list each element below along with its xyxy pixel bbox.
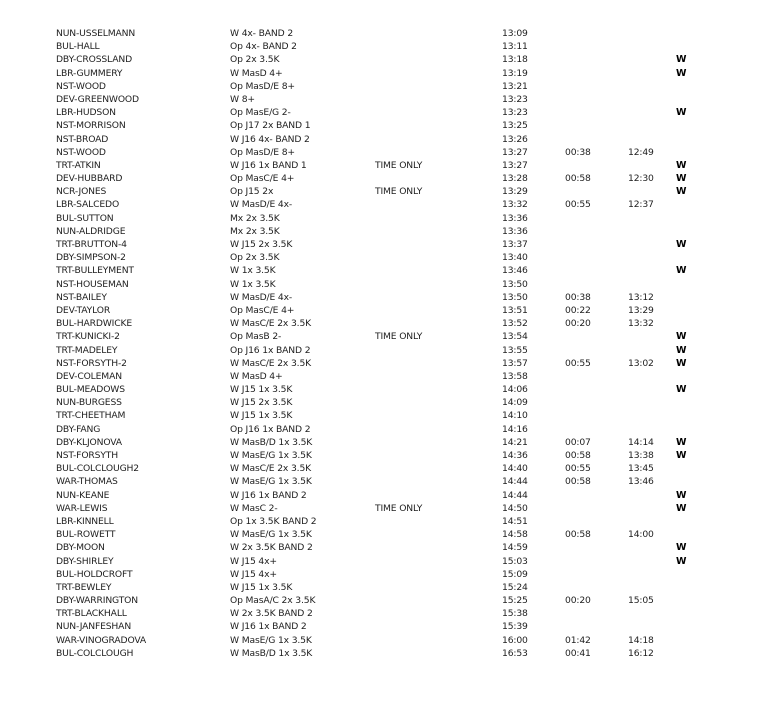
start-time: 15:05	[628, 595, 654, 607]
finish-time: 13:09	[502, 28, 528, 39]
table-row	[0, 462, 771, 475]
time-difference: 00:41	[565, 647, 591, 659]
crew-name: BUL-HARDWICKE	[56, 318, 133, 330]
event-name: W MasC 2-	[230, 502, 278, 514]
finish-time: 13:21	[502, 80, 528, 92]
event-name: W MasD 4+	[230, 67, 283, 79]
finish-time: 13:37	[502, 239, 528, 250]
event-name: Op 2x 3.5K	[230, 252, 280, 264]
event-name: W MasE/G 1x 3.5K	[230, 450, 312, 461]
start-time: 13:38	[628, 450, 654, 461]
event-name: W J15 4x+	[230, 555, 277, 567]
event-name: Op MasA/C 2x 3.5K	[230, 595, 316, 607]
table-row	[0, 291, 771, 304]
table-row	[0, 344, 771, 357]
time-difference: 00:58	[565, 529, 591, 541]
event-name: W 4x- BAND 2	[230, 28, 294, 39]
winner-flag: W	[676, 344, 687, 356]
finish-time: 13:18	[502, 54, 528, 66]
start-time: 13:45	[628, 463, 654, 475]
table-row	[0, 594, 771, 607]
event-name: W J15 4x+	[230, 568, 277, 580]
winner-flag: W	[676, 489, 687, 501]
crew-name: NST-HOUSEMAN	[56, 278, 129, 290]
finish-time: 13:28	[502, 173, 528, 185]
event-name: W MasC/E 2x 3.5K	[230, 463, 312, 475]
table-row	[0, 212, 771, 225]
finish-time: 14:36	[502, 450, 528, 461]
event-name: W J15 2x 3.5K	[230, 397, 293, 409]
event-name: W MasD/E 4x-	[230, 291, 293, 303]
time-difference: 00:58	[565, 476, 591, 488]
finish-time: 13:40	[502, 252, 528, 264]
table-row	[0, 330, 771, 343]
event-name: W MasC/E 2x 3.5K	[230, 318, 312, 330]
finish-time: 13:57	[502, 357, 528, 369]
table-row	[0, 225, 771, 238]
winner-flag: W	[676, 384, 687, 396]
event-name: W MasB/D 1x 3.5K	[230, 436, 313, 448]
start-time: 13:12	[628, 291, 654, 303]
crew-name: WAR-VINOGRADOVA	[56, 634, 147, 646]
table-row	[0, 93, 771, 106]
finish-time: 16:53	[502, 647, 528, 659]
crew-name: NST-BAILEY	[56, 291, 107, 303]
start-time: 14:18	[628, 634, 654, 646]
crew-name: NST-MORRISON	[56, 120, 126, 132]
crew-name: TRT-BRUTTON-4	[56, 239, 127, 250]
event-name: Op J15 2x	[230, 186, 274, 198]
table-row	[0, 106, 771, 119]
finish-time: 14:09	[502, 397, 528, 409]
event-name: W J15 1x 3.5K	[230, 581, 293, 593]
crew-name: BUL-MEADOWS	[56, 384, 125, 396]
crew-name: DBY-KLJONOVA	[56, 436, 122, 448]
table-row	[0, 146, 771, 159]
time-difference: 00:20	[565, 595, 591, 607]
table-row	[0, 317, 771, 330]
finish-time: 13:52	[502, 318, 528, 330]
event-name: W 8+	[230, 93, 255, 105]
finish-time: 13:54	[502, 331, 528, 343]
table-row	[0, 502, 771, 515]
table-row	[0, 264, 771, 277]
time-difference: 00:07	[565, 436, 591, 448]
finish-time: 16:00	[502, 634, 528, 646]
finish-time: 13:55	[502, 344, 528, 356]
table-row	[0, 528, 771, 541]
crew-name: DEV-TAYLOR	[56, 304, 111, 316]
event-name: Op 4x- BAND 2	[230, 41, 297, 53]
event-name: W J16 1x BAND 1	[230, 159, 307, 171]
event-name: Mx 2x 3.5K	[230, 225, 280, 237]
winner-flag: W	[676, 436, 687, 448]
event-name: W 2x 3.5K BAND 2	[230, 542, 313, 554]
event-name: W J15 2x 3.5K	[230, 239, 293, 250]
crew-name: TRT-MADELEY	[56, 344, 118, 356]
finish-time: 13:19	[502, 67, 528, 79]
table-row	[0, 185, 771, 198]
crew-name: BUL-HOLDCROFT	[56, 568, 133, 580]
table-row	[0, 541, 771, 554]
table-row	[0, 238, 771, 251]
table-row	[0, 357, 771, 370]
table-row	[0, 607, 771, 620]
winner-flag: W	[676, 542, 687, 554]
crew-name: BUL-COLCLOUGH	[56, 647, 134, 659]
event-name: Op 1x 3.5K BAND 2	[230, 515, 317, 527]
table-row	[0, 172, 771, 185]
table-row	[0, 409, 771, 422]
start-time: 16:12	[628, 647, 654, 659]
winner-flag: W	[676, 67, 687, 79]
winner-flag: W	[676, 159, 687, 171]
event-name: W J15 1x 3.5K	[230, 384, 293, 396]
event-name: W 1x 3.5K	[230, 278, 276, 290]
crew-name: LBR-SALCEDO	[56, 199, 120, 211]
event-name: Op J16 1x BAND 2	[230, 344, 311, 356]
time-difference: 00:38	[565, 291, 591, 303]
crew-name: LBR-KINNELL	[56, 515, 114, 527]
event-name: Op 2x 3.5K	[230, 54, 280, 66]
table-row	[0, 304, 771, 317]
crew-name: NCR-JONES	[56, 186, 107, 198]
winner-flag: W	[676, 239, 687, 250]
finish-time: 13:11	[502, 41, 528, 53]
table-row	[0, 251, 771, 264]
note: TIME ONLY	[375, 159, 423, 171]
crew-name: NUN-USSELMANN	[56, 28, 136, 39]
time-difference: 00:55	[565, 199, 591, 211]
table-row	[0, 515, 771, 528]
event-name: W MasC/E 2x 3.5K	[230, 357, 312, 369]
crew-name: TRT-KUNICKI-2	[56, 331, 120, 343]
table-row	[0, 449, 771, 462]
crew-name: NST-FORSYTH-2	[56, 357, 127, 369]
finish-time: 13:50	[502, 278, 528, 290]
start-time: 12:37	[628, 199, 654, 211]
winner-flag: W	[676, 173, 687, 185]
crew-name: TRT-CHEETHAM	[56, 410, 126, 422]
finish-time: 13:23	[502, 107, 528, 119]
event-name: W J16 1x BAND 2	[230, 489, 307, 501]
finish-time: 13:50	[502, 291, 528, 303]
winner-flag: W	[676, 265, 687, 277]
finish-time: 14:51	[502, 515, 528, 527]
note: TIME ONLY	[375, 331, 423, 343]
event-name: W 2x 3.5K BAND 2	[230, 608, 313, 620]
event-name: Op MasC/E 4+	[230, 173, 295, 185]
crew-name: DBY-SHIRLEY	[56, 555, 114, 567]
crew-name: NUN-JANFESHAN	[56, 621, 132, 633]
table-row	[0, 80, 771, 93]
event-name: Op MasD/E 8+	[230, 146, 295, 158]
crew-name: BUL-HALL	[56, 41, 100, 53]
event-name: W J16 1x BAND 2	[230, 621, 307, 633]
finish-time: 13:36	[502, 225, 528, 237]
time-difference: 00:55	[565, 463, 591, 475]
table-row	[0, 396, 771, 409]
event-name: W J15 1x 3.5K	[230, 410, 293, 422]
start-time: 13:46	[628, 476, 654, 488]
time-difference: 00:20	[565, 318, 591, 330]
winner-flag: W	[676, 186, 687, 198]
crew-name: TRT-BLACKHALL	[56, 608, 127, 620]
results-table	[0, 27, 771, 660]
event-name: Op J16 1x BAND 2	[230, 423, 311, 435]
crew-name: NUN-BURGESS	[56, 397, 122, 409]
crew-name: LBR-GUMMERY	[56, 67, 123, 79]
event-name: Mx 2x 3.5K	[230, 212, 280, 224]
table-row	[0, 423, 771, 436]
finish-time: 14:06	[502, 384, 528, 396]
crew-name: NST-BROAD	[56, 133, 109, 145]
start-time: 14:14	[628, 436, 654, 448]
event-name: W MasD 4+	[230, 370, 283, 382]
crew-name: DBY-FANG	[56, 423, 101, 435]
finish-time: 15:09	[502, 568, 528, 580]
crew-name: TRT-ATKIN	[56, 159, 101, 171]
event-name: W MasE/G 1x 3.5K	[230, 476, 312, 488]
table-row	[0, 489, 771, 502]
finish-time: 15:24	[502, 581, 528, 593]
crew-name: DBY-WARRINGTON	[56, 595, 138, 607]
event-name: W MasE/G 1x 3.5K	[230, 634, 312, 646]
finish-time: 15:25	[502, 595, 528, 607]
crew-name: DBY-MOON	[56, 542, 105, 554]
crew-name: TRT-BEWLEY	[56, 581, 112, 593]
crew-name: NUN-ALDRIDGE	[56, 225, 126, 237]
table-row	[0, 647, 771, 660]
crew-name: NUN-KEANE	[56, 489, 110, 501]
table-row	[0, 436, 771, 449]
crew-name: TRT-BULLEYMENT	[56, 265, 134, 277]
start-time: 12:49	[628, 146, 654, 158]
crew-name: DEV-HUBBARD	[56, 173, 123, 185]
time-difference: 00:58	[565, 173, 591, 185]
winner-flag: W	[676, 555, 687, 567]
crew-name: NST-WOOD	[56, 80, 106, 92]
crew-name: WAR-LEWIS	[56, 502, 108, 514]
finish-time: 13:32	[502, 199, 528, 211]
start-time: 13:32	[628, 318, 654, 330]
time-difference: 00:55	[565, 357, 591, 369]
finish-time: 13:36	[502, 212, 528, 224]
finish-time: 15:39	[502, 621, 528, 633]
note: TIME ONLY	[375, 502, 423, 514]
finish-time: 14:21	[502, 436, 528, 448]
table-row	[0, 581, 771, 594]
event-name: Op J17 2x BAND 1	[230, 120, 311, 132]
start-time: 12:30	[628, 173, 654, 185]
winner-flag: W	[676, 502, 687, 514]
finish-time: 13:51	[502, 304, 528, 316]
winner-flag: W	[676, 331, 687, 343]
time-difference: 00:22	[565, 304, 591, 316]
finish-time: 13:23	[502, 93, 528, 105]
winner-flag: W	[676, 54, 687, 66]
event-name: W 1x 3.5K	[230, 265, 276, 277]
crew-name: DEV-GREENWOOD	[56, 93, 139, 105]
crew-name: WAR-THOMAS	[56, 476, 118, 488]
finish-time: 14:16	[502, 423, 528, 435]
table-row	[0, 634, 771, 647]
event-name: Op MasD/E 8+	[230, 80, 295, 92]
finish-time: 14:58	[502, 529, 528, 541]
finish-time: 14:44	[502, 476, 528, 488]
winner-flag: W	[676, 107, 687, 119]
event-name: Op MasB 2-	[230, 331, 282, 343]
crew-name: BUL-COLCLOUGH2	[56, 463, 140, 475]
crew-name: NST-FORSYTH	[56, 450, 119, 461]
table-row	[0, 119, 771, 132]
start-time: 14:00	[628, 529, 654, 541]
finish-time: 14:10	[502, 410, 528, 422]
finish-time: 13:27	[502, 146, 528, 158]
finish-time: 13:29	[502, 186, 528, 198]
finish-time: 13:25	[502, 120, 528, 132]
winner-flag: W	[676, 357, 687, 369]
table-row	[0, 67, 771, 80]
table-row	[0, 383, 771, 396]
table-row	[0, 40, 771, 53]
time-difference: 01:42	[565, 634, 591, 646]
time-difference: 00:38	[565, 146, 591, 158]
event-name: W MasB/D 1x 3.5K	[230, 647, 313, 659]
table-row	[0, 198, 771, 211]
finish-time: 15:03	[502, 555, 528, 567]
crew-name: DBY-CROSSLAND	[56, 54, 133, 66]
note: TIME ONLY	[375, 186, 423, 198]
event-name: Op MasE/G 2-	[230, 107, 291, 119]
finish-time: 14:40	[502, 463, 528, 475]
table-row	[0, 133, 771, 146]
event-name: W MasE/G 1x 3.5K	[230, 529, 312, 541]
finish-time: 14:44	[502, 489, 528, 501]
finish-time: 14:50	[502, 502, 528, 514]
finish-time: 14:59	[502, 542, 528, 554]
table-row	[0, 53, 771, 66]
table-row	[0, 370, 771, 383]
crew-name: NST-WOOD	[56, 146, 106, 158]
crew-name: BUL-SUTTON	[56, 212, 114, 224]
table-row	[0, 159, 771, 172]
start-time: 13:02	[628, 357, 654, 369]
finish-time: 13:27	[502, 159, 528, 171]
table-row	[0, 620, 771, 633]
finish-time: 13:26	[502, 133, 528, 145]
crew-name: LBR-HUDSON	[56, 107, 116, 119]
finish-time: 13:46	[502, 265, 528, 277]
table-row	[0, 475, 771, 488]
table-row	[0, 555, 771, 568]
event-name: W MasD/E 4x-	[230, 199, 293, 211]
winner-flag: W	[676, 450, 687, 461]
table-row	[0, 568, 771, 581]
crew-name: DEV-COLEMAN	[56, 370, 122, 382]
finish-time: 15:38	[502, 608, 528, 620]
finish-time: 13:58	[502, 370, 528, 382]
event-name: W J16 4x- BAND 2	[230, 133, 310, 145]
table-row	[0, 27, 771, 40]
crew-name: DBY-SIMPSON-2	[56, 252, 126, 264]
start-time: 13:29	[628, 304, 654, 316]
event-name: Op MasC/E 4+	[230, 304, 295, 316]
table-row	[0, 278, 771, 291]
time-difference: 00:58	[565, 450, 591, 461]
crew-name: BUL-ROWETT	[56, 529, 116, 541]
